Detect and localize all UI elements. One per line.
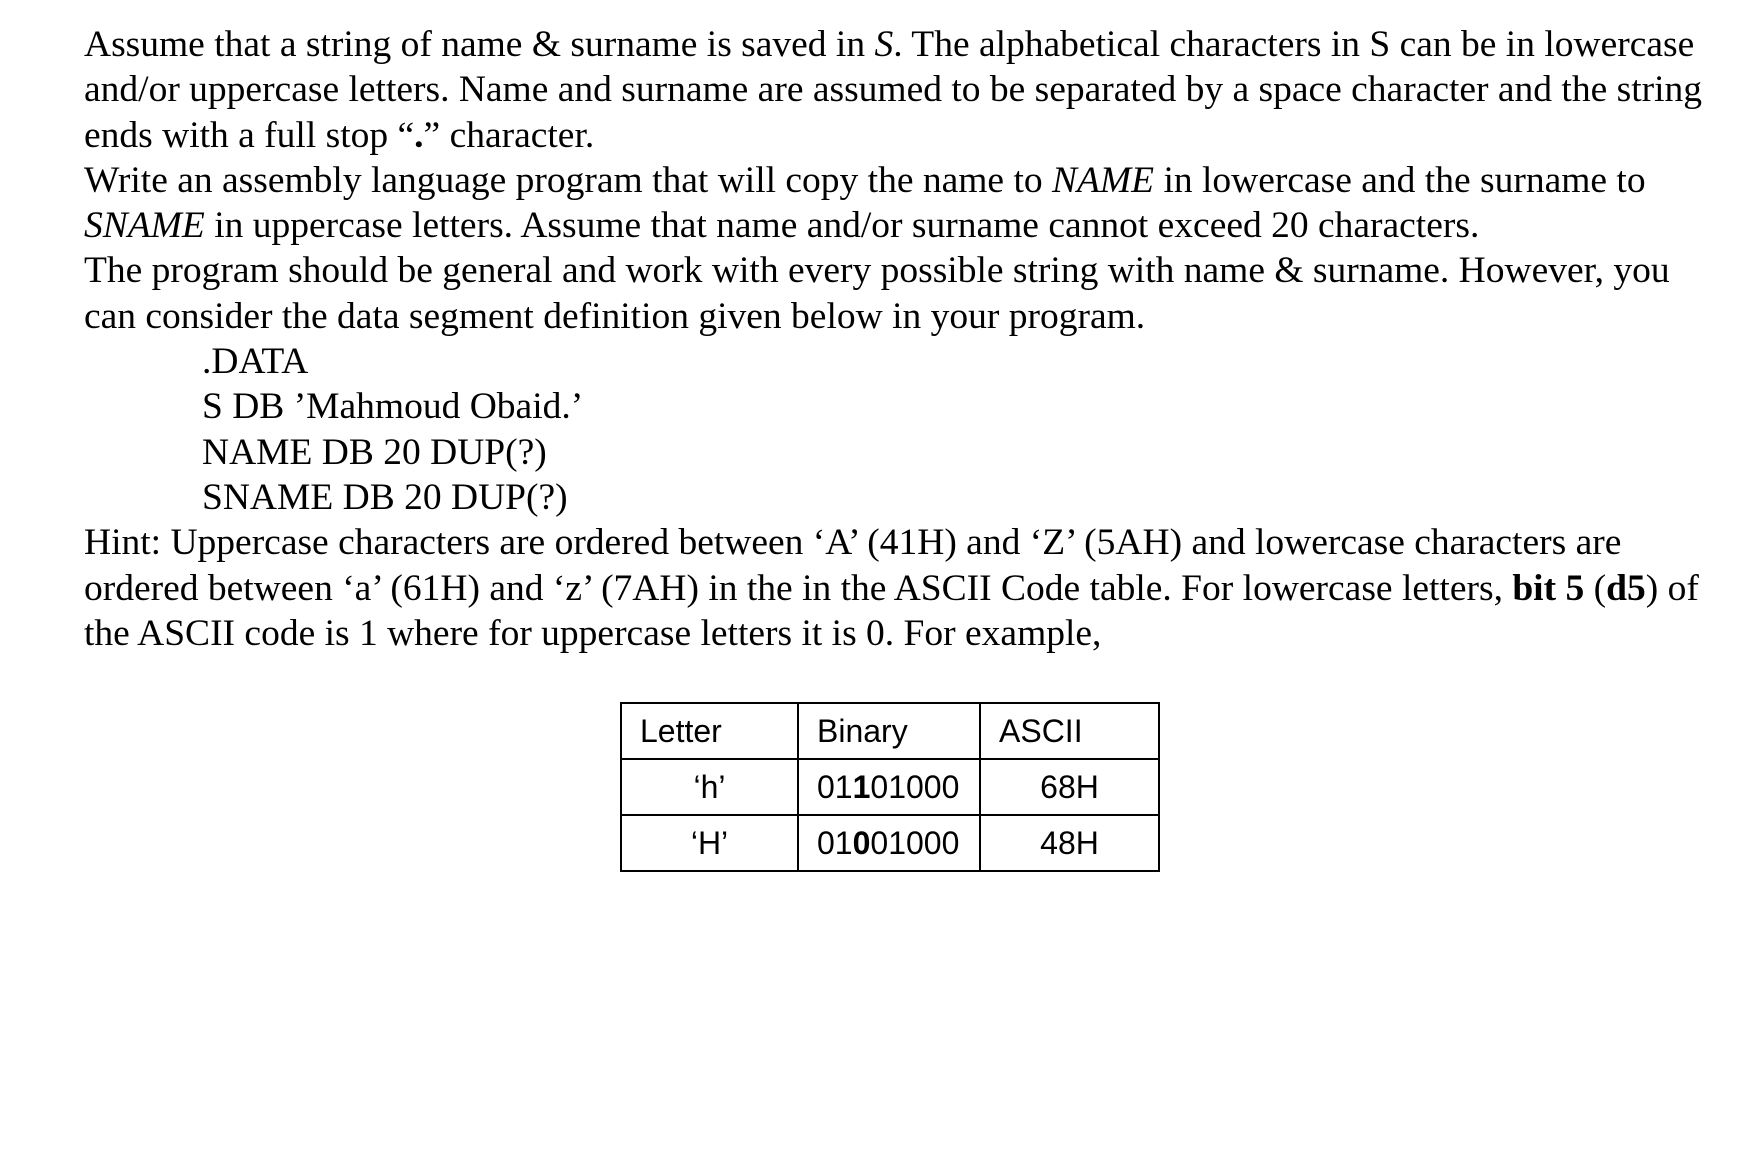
paragraph-2-text-b: in lowercase and the surname to <box>1154 159 1646 201</box>
header-ascii: ASCII <box>980 703 1159 759</box>
ascii-cell: 48H <box>980 815 1159 871</box>
hint-text-a: Hint: Uppercase characters are ordered between ‘A’ (41H) and ‘Z’ (5AH) and lowercase characters are ordered between ‘a’ (61H) and ‘z’ (7AH) in the in the ASCII Code table. For lowercase letters, <box>84 522 1622 609</box>
hint-bold-d5: d5 <box>1606 567 1646 609</box>
variable-s: S <box>874 24 894 65</box>
paragraph-1-text-b: . The alphabetical characters in S can be in lowercase and/or uppercase letters. Name and surname are assumed to be separated by a space character and the string ends with a full stop “ <box>84 24 1703 156</box>
paragraph-1-text-a: Assume that a string of name & surname is saved in <box>84 24 875 65</box>
binary-cell <box>798 815 980 871</box>
table-row <box>621 759 1159 815</box>
code-line: NAME DB 20 DUP(?) <box>202 431 547 473</box>
binary-bit5: 0 <box>852 824 871 861</box>
code-line: SNAME DB 20 DUP(?) <box>202 476 568 518</box>
problem-text <box>84 22 1704 656</box>
paragraph-general: The program should be general and work with every possible string with name & surname. However, you can consider the data segment definition given below in your program. <box>84 250 1670 337</box>
variable-name: NAME <box>1052 159 1155 201</box>
paragraph-assumption <box>84 22 1704 158</box>
code-line: .DATA <box>202 341 309 383</box>
paragraph-1-text-c: ” character. <box>423 114 595 156</box>
ascii-example-table <box>620 702 1160 872</box>
table-row <box>621 815 1159 871</box>
paragraph-2-text-c: in uppercase letters. Assume that name and/or surname cannot exceed 20 characters. <box>204 205 1480 247</box>
paragraph-2-text-a: Write an assembly language program that will copy the name to <box>84 159 1052 201</box>
binary-prefix: 01 <box>817 768 853 805</box>
ascii-cell: 68H <box>980 759 1159 815</box>
binary-suffix: 01000 <box>870 824 960 861</box>
header-binary: Binary <box>798 703 980 759</box>
letter-cell: ‘h’ <box>621 759 798 815</box>
header-letter: Letter <box>621 703 798 759</box>
variable-sname: SNAME <box>84 205 205 247</box>
hint-text-b: ( <box>1584 567 1607 609</box>
paragraph-task <box>84 158 1704 249</box>
hint-text-c: ) of the ASCII code is 1 where for uppercase letters it is 0. For example, <box>84 567 1699 654</box>
full-stop-char: . <box>414 114 424 156</box>
binary-cell <box>798 759 980 815</box>
binary-suffix: 01000 <box>870 768 960 805</box>
paragraph-hint <box>84 520 1704 656</box>
letter-cell: ‘H’ <box>621 815 798 871</box>
data-segment-code <box>202 339 1704 520</box>
table-header-row <box>621 703 1159 759</box>
binary-bit5: 1 <box>852 768 871 805</box>
hint-bold-bit5: bit 5 <box>1512 567 1585 609</box>
binary-prefix: 01 <box>817 824 853 861</box>
code-line: S DB ’Mahmoud Obaid.’ <box>202 386 584 428</box>
